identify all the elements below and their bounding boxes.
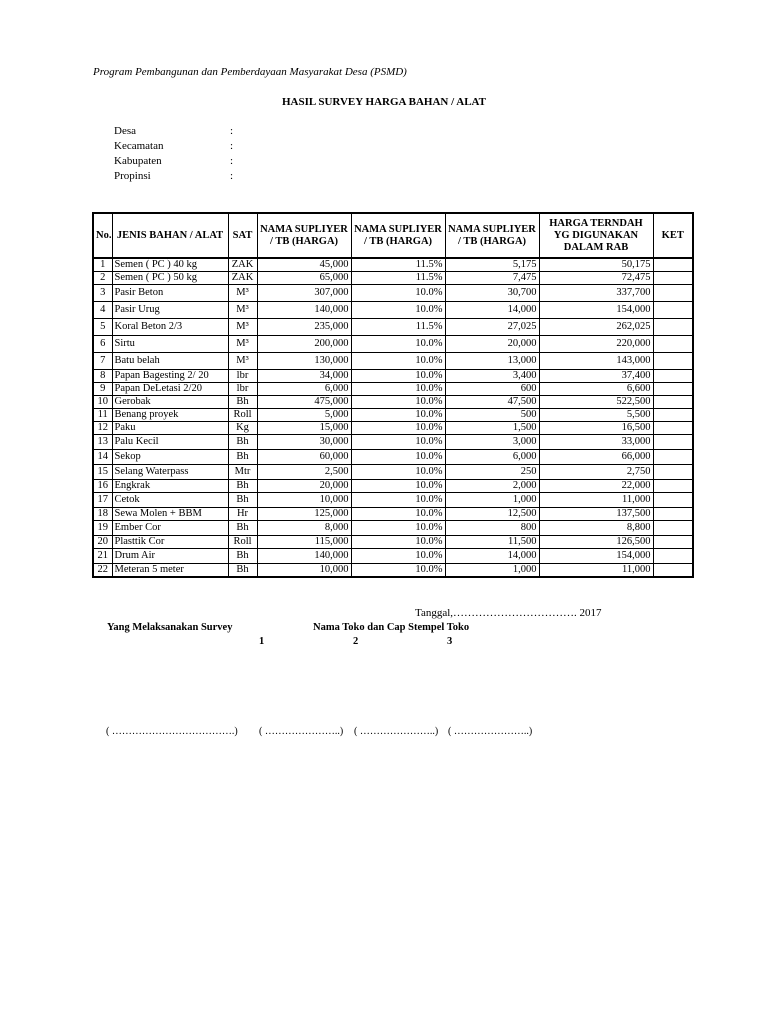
- table-header-row: [93, 213, 693, 258]
- cell-sat: Roll: [228, 409, 257, 422]
- cell-sat: M³: [228, 353, 257, 370]
- cell-jenis: Selang Waterpass: [112, 465, 228, 480]
- cell-sat: Roll: [228, 536, 257, 549]
- table-row: [93, 396, 693, 409]
- cell-rab: 337,700: [539, 285, 653, 302]
- cell-h1: 15,000: [257, 422, 351, 435]
- cell-h3: 14,000: [445, 302, 539, 319]
- cell-h1: 60,000: [257, 450, 351, 465]
- cell-ket: [653, 549, 693, 564]
- cell-rab: 137,500: [539, 508, 653, 521]
- cell-jenis: Sekop: [112, 450, 228, 465]
- cell-sat: lbr: [228, 370, 257, 383]
- cell-sat: Mtr: [228, 465, 257, 480]
- table-row: [93, 370, 693, 383]
- cell-h1: 34,000: [257, 370, 351, 383]
- cell-h2: 10.0%: [351, 536, 445, 549]
- cell-rab: 22,000: [539, 480, 653, 493]
- cell-h3: 30,700: [445, 285, 539, 302]
- cell-rab: 126,500: [539, 536, 653, 549]
- cell-h1: 5,000: [257, 409, 351, 422]
- cell-h3: 2,000: [445, 480, 539, 493]
- cell-jenis: Pasir Urug: [112, 302, 228, 319]
- cell-h2: 10.0%: [351, 285, 445, 302]
- cell-jenis: Batu belah: [112, 353, 228, 370]
- table-row: [93, 383, 693, 396]
- cell-sat: Bh: [228, 396, 257, 409]
- cell-h3: 800: [445, 521, 539, 536]
- cell-no: 11: [93, 409, 112, 422]
- store-number-2: 2: [353, 636, 359, 647]
- cell-no: 19: [93, 521, 112, 536]
- header-ket: KET: [653, 213, 693, 258]
- info-colon: :: [230, 140, 234, 152]
- cell-rab: 6,600: [539, 383, 653, 396]
- cell-h2: 10.0%: [351, 409, 445, 422]
- cell-no: 9: [93, 383, 112, 396]
- info-colon: :: [230, 125, 234, 137]
- info-label: Kabupaten: [114, 155, 162, 167]
- cell-h2: 10.0%: [351, 508, 445, 521]
- store-signature-2: ( …………………..): [354, 726, 439, 737]
- cell-h2: 10.0%: [351, 549, 445, 564]
- cell-h1: 2,500: [257, 465, 351, 480]
- cell-rab: 11,000: [539, 493, 653, 508]
- cell-ket: [653, 319, 693, 336]
- cell-no: 16: [93, 480, 112, 493]
- cell-h2: 10.0%: [351, 422, 445, 435]
- cell-rab: 16,500: [539, 422, 653, 435]
- cell-rab: 50,175: [539, 258, 653, 272]
- surveyor-label: Yang Melaksanakan Survey: [107, 622, 233, 633]
- cell-sat: ZAK: [228, 258, 257, 272]
- cell-h1: 115,000: [257, 536, 351, 549]
- cell-jenis: Semen ( PC ) 50 kg: [112, 272, 228, 285]
- cell-rab: 72,475: [539, 272, 653, 285]
- cell-h3: 20,000: [445, 336, 539, 353]
- page-title: HASIL SURVEY HARGA BAHAN / ALAT: [281, 96, 487, 108]
- cell-h2: 10.0%: [351, 465, 445, 480]
- cell-ket: [653, 258, 693, 272]
- location-info: [114, 124, 314, 184]
- cell-h2: 10.0%: [351, 336, 445, 353]
- cell-no: 22: [93, 564, 112, 578]
- cell-sat: M³: [228, 319, 257, 336]
- cell-h3: 500: [445, 409, 539, 422]
- surveyor-signature: ( ……………………………….): [106, 726, 238, 737]
- table-row: [93, 336, 693, 353]
- cell-ket: [653, 302, 693, 319]
- cell-jenis: Pasir Beton: [112, 285, 228, 302]
- cell-h1: 45,000: [257, 258, 351, 272]
- table-row: [93, 508, 693, 521]
- cell-ket: [653, 435, 693, 450]
- info-row: [114, 124, 314, 139]
- date-line: Tanggal,……………………………. 2017: [415, 607, 602, 619]
- cell-rab: 66,000: [539, 450, 653, 465]
- cell-ket: [653, 353, 693, 370]
- survey-table: [92, 212, 694, 578]
- cell-ket: [653, 370, 693, 383]
- info-row: [114, 154, 314, 169]
- cell-h3: 27,025: [445, 319, 539, 336]
- table-row: [93, 285, 693, 302]
- cell-rab: 522,500: [539, 396, 653, 409]
- cell-no: 14: [93, 450, 112, 465]
- table-row: [93, 353, 693, 370]
- cell-jenis: Plasttik Cor: [112, 536, 228, 549]
- cell-h1: 140,000: [257, 302, 351, 319]
- cell-h1: 6,000: [257, 383, 351, 396]
- cell-h3: 14,000: [445, 549, 539, 564]
- cell-h2: 10.0%: [351, 450, 445, 465]
- cell-jenis: Koral Beton 2/3: [112, 319, 228, 336]
- cell-ket: [653, 521, 693, 536]
- cell-ket: [653, 272, 693, 285]
- cell-sat: Bh: [228, 564, 257, 578]
- cell-jenis: Semen ( PC ) 40 kg: [112, 258, 228, 272]
- cell-h2: 10.0%: [351, 396, 445, 409]
- cell-h3: 7,475: [445, 272, 539, 285]
- table-row: [93, 302, 693, 319]
- cell-no: 17: [93, 493, 112, 508]
- cell-h2: 10.0%: [351, 353, 445, 370]
- cell-sat: M³: [228, 285, 257, 302]
- cell-no: 15: [93, 465, 112, 480]
- table-row: [93, 258, 693, 272]
- header-harga-rab: HARGA TERNDAH YG DIGUNAKAN DALAM RAB: [539, 213, 653, 258]
- cell-ket: [653, 493, 693, 508]
- header-no: No.: [93, 213, 112, 258]
- cell-h1: 130,000: [257, 353, 351, 370]
- cell-jenis: Palu Kecil: [112, 435, 228, 450]
- cell-h3: 47,500: [445, 396, 539, 409]
- store-number-3: 3: [447, 636, 453, 647]
- cell-h3: 3,400: [445, 370, 539, 383]
- cell-rab: 2,750: [539, 465, 653, 480]
- cell-no: 21: [93, 549, 112, 564]
- cell-h1: 20,000: [257, 480, 351, 493]
- header-sat: SAT: [228, 213, 257, 258]
- cell-ket: [653, 383, 693, 396]
- cell-h3: 1,500: [445, 422, 539, 435]
- cell-jenis: Gerobak: [112, 396, 228, 409]
- store-label: Nama Toko dan Cap Stempel Toko: [313, 622, 470, 633]
- cell-h3: 600: [445, 383, 539, 396]
- cell-no: 2: [93, 272, 112, 285]
- cell-h3: 1,000: [445, 493, 539, 508]
- info-label: Propinsi: [114, 170, 151, 182]
- table-row: [93, 422, 693, 435]
- cell-jenis: Paku: [112, 422, 228, 435]
- table-row: [93, 319, 693, 336]
- cell-jenis: Sewa Molen + BBM: [112, 508, 228, 521]
- table-row: [93, 272, 693, 285]
- cell-ket: [653, 508, 693, 521]
- cell-jenis: Cetok: [112, 493, 228, 508]
- cell-h2: 10.0%: [351, 480, 445, 493]
- table-row: [93, 493, 693, 508]
- cell-h3: 1,000: [445, 564, 539, 578]
- cell-h1: 8,000: [257, 521, 351, 536]
- info-colon: :: [230, 155, 234, 167]
- cell-h2: 10.0%: [351, 302, 445, 319]
- cell-rab: 220,000: [539, 336, 653, 353]
- cell-ket: [653, 285, 693, 302]
- header-jenis: JENIS BAHAN / ALAT: [112, 213, 228, 258]
- cell-no: 10: [93, 396, 112, 409]
- cell-h2: 10.0%: [351, 383, 445, 396]
- cell-jenis: Ember Cor: [112, 521, 228, 536]
- cell-h3: 13,000: [445, 353, 539, 370]
- table-row: [93, 435, 693, 450]
- cell-h1: 125,000: [257, 508, 351, 521]
- cell-rab: 5,500: [539, 409, 653, 422]
- cell-sat: M³: [228, 302, 257, 319]
- cell-no: 7: [93, 353, 112, 370]
- cell-jenis: Sirtu: [112, 336, 228, 353]
- cell-sat: lbr: [228, 383, 257, 396]
- table-row: [93, 549, 693, 564]
- cell-h1: 10,000: [257, 564, 351, 578]
- cell-h1: 10,000: [257, 493, 351, 508]
- cell-sat: M³: [228, 336, 257, 353]
- table-row: [93, 564, 693, 578]
- cell-no: 12: [93, 422, 112, 435]
- cell-ket: [653, 422, 693, 435]
- cell-ket: [653, 480, 693, 493]
- cell-rab: 11,000: [539, 564, 653, 578]
- cell-h2: 10.0%: [351, 370, 445, 383]
- cell-h3: 5,175: [445, 258, 539, 272]
- store-signature-1: ( …………………..): [259, 726, 344, 737]
- program-name: Program Pembangunan dan Pemberdayaan Masyarakat Desa (PSMD): [93, 66, 407, 78]
- cell-sat: Kg: [228, 422, 257, 435]
- cell-h3: 11,500: [445, 536, 539, 549]
- cell-rab: 33,000: [539, 435, 653, 450]
- cell-h1: 200,000: [257, 336, 351, 353]
- cell-ket: [653, 564, 693, 578]
- cell-no: 13: [93, 435, 112, 450]
- cell-sat: ZAK: [228, 272, 257, 285]
- cell-h2: 10.0%: [351, 493, 445, 508]
- cell-rab: 154,000: [539, 549, 653, 564]
- cell-sat: Bh: [228, 549, 257, 564]
- cell-ket: [653, 396, 693, 409]
- table-row: [93, 409, 693, 422]
- cell-h3: 3,000: [445, 435, 539, 450]
- cell-ket: [653, 450, 693, 465]
- cell-sat: Bh: [228, 435, 257, 450]
- cell-h1: 140,000: [257, 549, 351, 564]
- cell-rab: 143,000: [539, 353, 653, 370]
- header-supplier-3: NAMA SUPLIYER / TB (HARGA): [445, 213, 539, 258]
- cell-h3: 6,000: [445, 450, 539, 465]
- header-supplier-1: NAMA SUPLIYER / TB (HARGA): [257, 213, 351, 258]
- cell-ket: [653, 465, 693, 480]
- info-row: [114, 139, 314, 154]
- cell-no: 20: [93, 536, 112, 549]
- cell-jenis: Meteran 5 meter: [112, 564, 228, 578]
- cell-h2: 10.0%: [351, 564, 445, 578]
- cell-jenis: Benang proyek: [112, 409, 228, 422]
- cell-no: 4: [93, 302, 112, 319]
- cell-h1: 475,000: [257, 396, 351, 409]
- cell-rab: 262,025: [539, 319, 653, 336]
- info-label: Desa: [114, 125, 136, 137]
- info-row: [114, 169, 314, 184]
- cell-rab: 37,400: [539, 370, 653, 383]
- cell-sat: Bh: [228, 480, 257, 493]
- cell-ket: [653, 409, 693, 422]
- cell-h2: 10.0%: [351, 435, 445, 450]
- table-row: [93, 480, 693, 493]
- cell-h2: 11.5%: [351, 319, 445, 336]
- cell-no: 3: [93, 285, 112, 302]
- cell-h1: 307,000: [257, 285, 351, 302]
- cell-ket: [653, 336, 693, 353]
- cell-sat: Hr: [228, 508, 257, 521]
- cell-no: 18: [93, 508, 112, 521]
- header-supplier-2: NAMA SUPLIYER / TB (HARGA): [351, 213, 445, 258]
- store-signature-3: ( …………………..): [448, 726, 533, 737]
- cell-jenis: Papan Bagesting 2/ 20: [112, 370, 228, 383]
- cell-no: 5: [93, 319, 112, 336]
- cell-no: 8: [93, 370, 112, 383]
- table-row: [93, 450, 693, 465]
- cell-h1: 235,000: [257, 319, 351, 336]
- cell-h1: 30,000: [257, 435, 351, 450]
- cell-no: 1: [93, 258, 112, 272]
- cell-h3: 12,500: [445, 508, 539, 521]
- cell-h1: 65,000: [257, 272, 351, 285]
- cell-h2: 11.5%: [351, 272, 445, 285]
- cell-jenis: Engkrak: [112, 480, 228, 493]
- cell-sat: Bh: [228, 521, 257, 536]
- table-row: [93, 521, 693, 536]
- cell-h3: 250: [445, 465, 539, 480]
- info-label: Kecamatan: [114, 140, 164, 152]
- store-number-1: 1: [259, 636, 265, 647]
- cell-rab: 8,800: [539, 521, 653, 536]
- cell-h2: 11.5%: [351, 258, 445, 272]
- cell-no: 6: [93, 336, 112, 353]
- table-row: [93, 465, 693, 480]
- table-row: [93, 536, 693, 549]
- cell-ket: [653, 536, 693, 549]
- cell-rab: 154,000: [539, 302, 653, 319]
- cell-jenis: Drum Air: [112, 549, 228, 564]
- info-colon: :: [230, 170, 234, 182]
- cell-jenis: Papan DeLetasi 2/20: [112, 383, 228, 396]
- cell-sat: Bh: [228, 493, 257, 508]
- cell-sat: Bh: [228, 450, 257, 465]
- cell-h2: 10.0%: [351, 521, 445, 536]
